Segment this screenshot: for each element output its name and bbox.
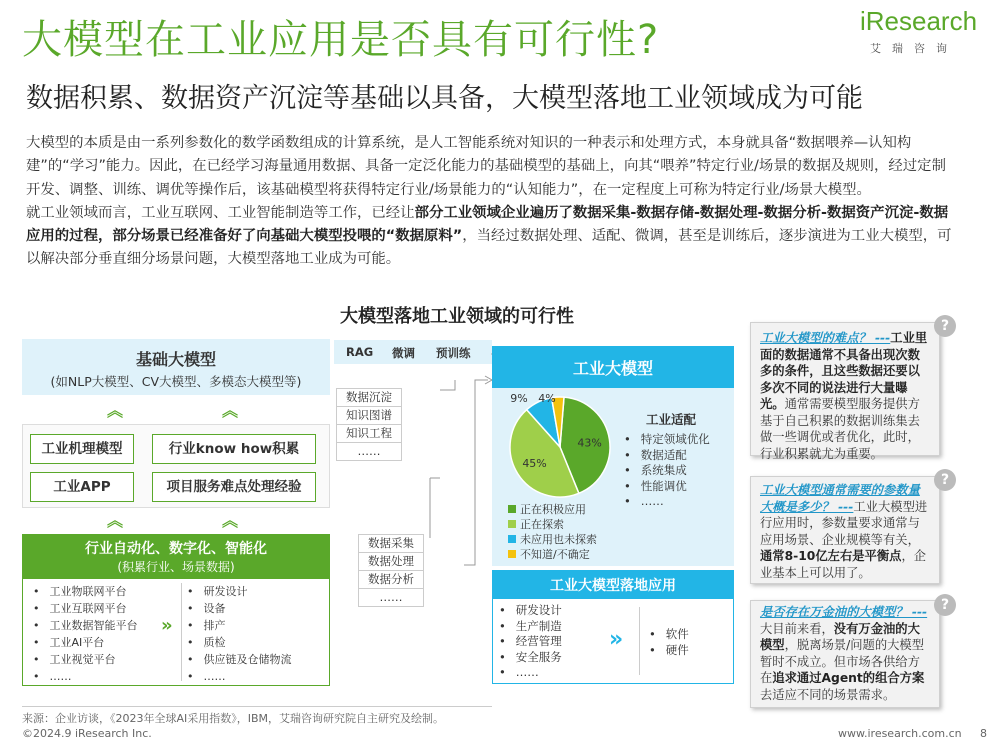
list-item: • ……	[499, 665, 562, 681]
question-icon: ?	[934, 469, 956, 491]
stack-item: 数据沉淀	[336, 388, 402, 407]
list-item: • 工业物联网平台	[33, 583, 138, 600]
note-3-question: 是否存在万金油的大模型？ ---	[760, 605, 928, 619]
p2-bold: 部分工业领域企业遍历了数据采集-数据存储-数据处理-数据分析-数据资产沉淀-数据应用的过程，部分场景已经准备好了向基础大模型投喂的“数据原料”	[26, 204, 949, 245]
app-list	[499, 603, 562, 681]
note-3-text: 大目前来看，	[760, 621, 834, 636]
page-subtitle: 数据积累、数据资产沉淀等基础以具备，大模型落地工业领域成为可能	[26, 83, 863, 114]
list-item: • 排产	[187, 617, 292, 634]
note-2	[760, 482, 932, 581]
base-model-box	[22, 339, 330, 395]
logo-brand: iResearch	[860, 6, 978, 36]
list-item: • ……	[33, 668, 138, 685]
list-item: • 研发设计	[187, 583, 292, 600]
adapt-title: 工业适配	[646, 412, 697, 427]
legend-item	[508, 547, 597, 562]
app-panel	[492, 598, 734, 684]
iresearch-logo	[838, 6, 978, 54]
knowledge-item: 工业APP	[30, 472, 134, 502]
knowledge-item: 行业know how积累	[152, 434, 316, 464]
list-item: • 硬件	[649, 643, 689, 659]
list-item: • 特定领域优化	[624, 432, 710, 448]
footer-divider	[22, 706, 492, 707]
list-item: • 工业互联网平台	[33, 600, 138, 617]
stack-item: 数据分析	[358, 570, 424, 589]
method-pretrain: 预训练	[436, 346, 471, 360]
note-3-text-3: 去适应不同的场景需求。	[760, 687, 896, 702]
list-item: • 生产制造	[499, 619, 562, 635]
list-item: • 工业AI平台	[33, 634, 138, 651]
divider	[181, 583, 182, 681]
list-item: • 工业数据智能平台	[33, 617, 138, 634]
note-3-bold-1: 没有万金油的大模型	[760, 621, 920, 652]
note-2-text: 工业大模型进行应用时，参数量要求通常与应用场景、企业规模等有关，	[760, 499, 928, 547]
legend-label: 未应用也未探索	[520, 533, 597, 546]
stack-item: ……	[336, 442, 402, 461]
chevron-up-icon: ︽	[107, 401, 124, 420]
logo-cn: 艾瑞咨询	[870, 42, 958, 55]
list-item: • 供应链及仓储物流	[187, 651, 292, 668]
pie-legend	[508, 502, 597, 562]
scenario-list	[187, 583, 292, 685]
chevron-right-icon: »	[161, 615, 173, 636]
legend-item	[508, 532, 597, 547]
list-item: • ……	[624, 494, 710, 510]
industrial-model-title: 工业大模型	[572, 359, 653, 378]
legend-swatch	[508, 505, 516, 513]
chevron-up-icon: ︽	[222, 401, 239, 420]
page-title: 大模型在工业应用是否具有可行性?	[22, 17, 660, 63]
note-1-bold: 工业里面的数据通常不具备出现次数多的条件，且这些数据还要以多次不同的说法进行大量曝光。	[760, 331, 928, 411]
stack-item: ……	[358, 588, 424, 607]
knowledge-item: 工业机理模型	[30, 434, 134, 464]
footer-url: www.iresearch.com.cn	[838, 727, 962, 740]
stack-item: 知识工程	[336, 424, 402, 443]
footer-source: 来源：企业访谈，《2023年全球AI采用指数》，IBM，艾瑞咨询研究院自主研究及绘制。	[22, 712, 445, 725]
legend-swatch	[508, 535, 516, 543]
list-item: • 经营管理	[499, 634, 562, 650]
stack-item: 知识图谱	[336, 406, 402, 425]
knowledge-item: 项目服务难点处理经验	[152, 472, 316, 502]
chevron-right-icon: »	[609, 627, 624, 652]
pie-label: 43%	[577, 436, 602, 450]
bottom-sub: (积累行业、场景数据)	[117, 560, 235, 574]
note-1	[760, 330, 932, 462]
method-finetune: 微调	[392, 346, 415, 360]
list-item: • ……	[187, 668, 292, 685]
bottom-list-panel	[22, 578, 330, 686]
pie-label: 9%	[510, 392, 528, 405]
legend-swatch	[508, 520, 516, 528]
pie-label: 4%	[538, 392, 556, 405]
chevron-up-icon: ︽	[107, 511, 124, 530]
note-3-text-2: ，脱离场景/问题的大模型暂时不成立。但市场各供给方在	[760, 638, 925, 685]
list-item: • 性能调优	[624, 479, 710, 495]
question-icon: ?	[934, 594, 956, 616]
list-item: • 系统集成	[624, 463, 710, 479]
app-title-box	[492, 570, 734, 598]
note-1-question: 工业大模型的难点？ ---	[760, 331, 891, 345]
note-2-text-end: ，企业基本上可以用了。	[760, 549, 927, 580]
note-3-bold-2: 追求通过Agent的组合方案	[772, 671, 925, 685]
body-text	[26, 132, 958, 272]
note-2-question: 工业大模型通常需要的参数量大概是多少？ ---	[760, 483, 920, 514]
connector-arrows	[300, 340, 520, 600]
list-item: • 质检	[187, 634, 292, 651]
legend-label: 正在积极应用	[520, 503, 586, 516]
diagram-title: 大模型落地工业领域的可行性	[340, 306, 574, 327]
paragraph-2	[26, 202, 958, 272]
page-number: 8	[980, 727, 987, 740]
method-rag: RAG	[346, 345, 374, 359]
list-item: • 设备	[187, 600, 292, 617]
legend-item	[508, 502, 597, 517]
legend-swatch	[508, 550, 516, 558]
pie-label: 45%	[522, 456, 547, 470]
platform-list	[33, 583, 138, 685]
list-item: • 数据适配	[624, 448, 710, 464]
bottom-title: 行业自动化、数字化、智能化	[85, 541, 267, 557]
list-item: • 工业视觉平台	[33, 651, 138, 668]
app-title: 工业大模型落地应用	[550, 578, 676, 594]
question-icon: ?	[934, 315, 956, 337]
note-3	[760, 604, 932, 703]
chevron-up-icon: ︽	[222, 511, 239, 530]
paragraph-1: 大模型的本质是由一系列参数化的数学函数组成的计算系统，是人工智能系统对知识的一种表示和处理方式，本身就具备“数据喂养—认知构建”的“学习”能力。因此，在已经学习海量通用数据、具备一定泛化能力的基础模型的基础上，向其“喂养”特定行业/场景的数据及规则，经过定制开发、调整、训练、调优等操作后，该基础模型将获得特定行业/场景能力的“认知能力”，在一定程度上可称为特定行业/场景大模型。	[26, 135, 946, 198]
divider	[639, 607, 640, 675]
footer-copyright: ©2024.9 iResearch Inc.	[22, 727, 152, 740]
adoption-pie-chart	[505, 392, 615, 502]
list-item: • 软件	[649, 627, 689, 643]
note-2-bold: 通常8-10亿左右是平衡点	[760, 549, 902, 563]
note-1-text: 通常需要模型服务提供方基于自己积累的数据训练集去做一些调优或者优化，此时，行业积累就尤为重要。	[760, 397, 920, 461]
bottom-foundation-box	[22, 534, 330, 578]
legend-label: 正在探索	[520, 518, 564, 531]
p2-text-a: 就工业领域而言，工业互联网、工业智能制造等工作，已经让	[26, 204, 415, 221]
list-item: • 安全服务	[499, 650, 562, 666]
base-model-title: 基础大模型	[135, 350, 216, 369]
stack-item: 数据采集	[358, 534, 424, 553]
p2-text-c: ，当经过数据处理、适配、微调，甚至是训练后，逐步演进为工业大模型，可以解决部分垂直细分场景问题，大模型落地工业成为可能。	[26, 228, 952, 268]
legend-item	[508, 517, 597, 532]
adapt-list	[624, 432, 710, 510]
app-right-list	[649, 627, 689, 658]
stack-item: 数据处理	[358, 552, 424, 571]
legend-label: 不知道/不确定	[520, 548, 590, 561]
list-item: • 研发设计	[499, 603, 562, 619]
base-model-sub: (如NLP大模型、CV大模型、多模态大模型等)	[50, 374, 302, 389]
industrial-model-box	[492, 346, 734, 388]
